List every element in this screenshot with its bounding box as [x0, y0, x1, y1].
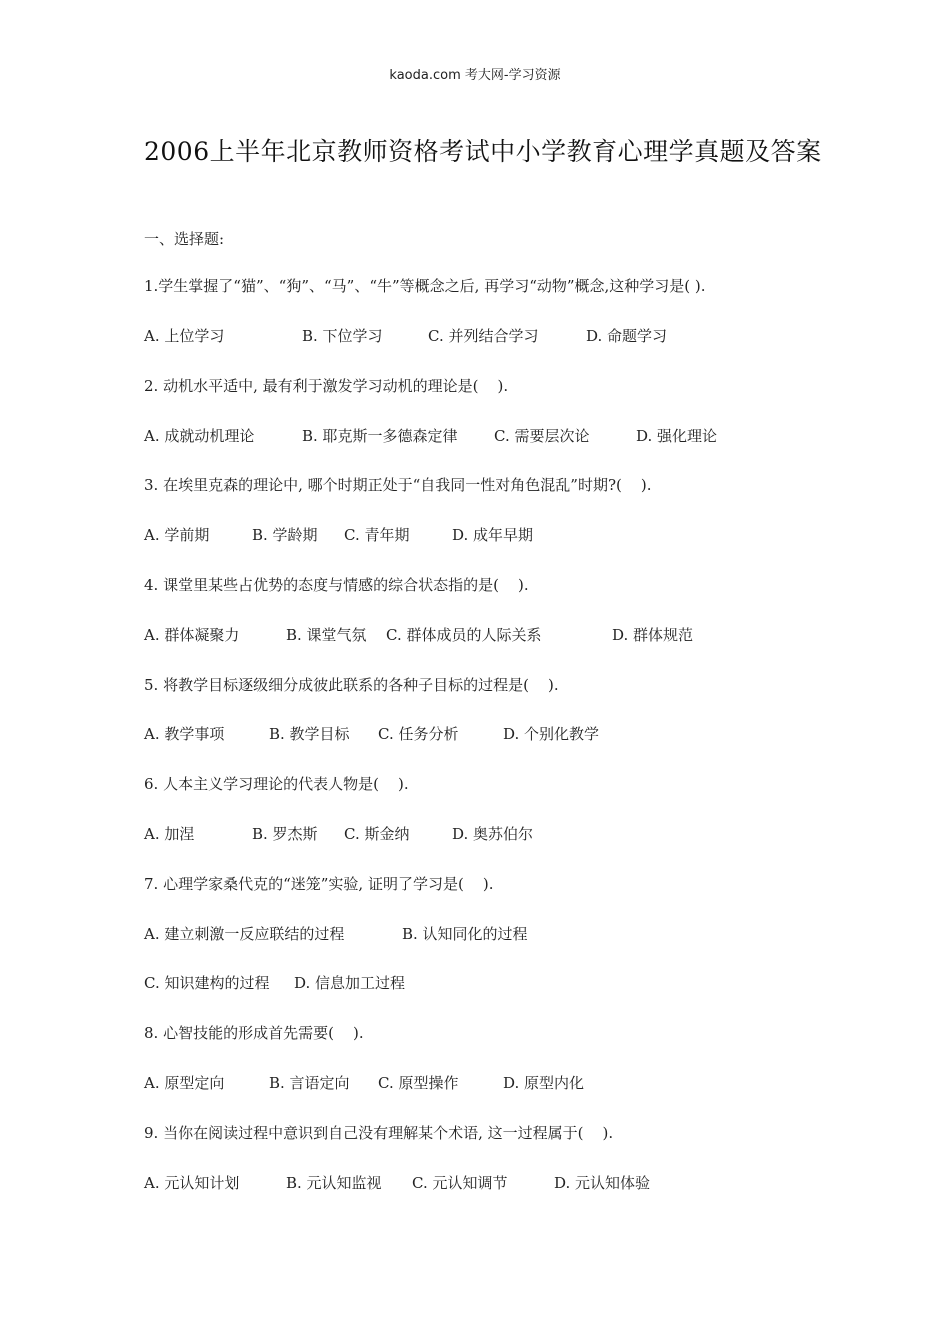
option-b: B. 罗杰斯	[252, 824, 318, 843]
question-2-options	[144, 424, 814, 448]
question-2: 2. 动机水平适中, 最有利于激发学习动机的理论是( ).	[144, 376, 509, 395]
question-7: 7. 心理学家桑代克的“迷笼”实验, 证明了学习是( ).	[144, 874, 494, 893]
option-c: C. 斯金纳	[344, 824, 410, 843]
question-5-options	[144, 722, 814, 746]
section-heading: 一、选择题:	[144, 230, 225, 248]
option-a: A. 加涅	[144, 824, 195, 843]
option-a: A. 原型定向	[144, 1073, 225, 1092]
question-6-options	[144, 822, 814, 846]
option-b: B. 课堂气氛	[286, 625, 367, 644]
option-a: A. 群体凝聚力	[144, 625, 240, 644]
option-b: B. 教学目标	[269, 725, 350, 744]
question-4-options	[144, 623, 814, 647]
option-c: C. 青年期	[344, 526, 410, 545]
option-b: B. 认知同化的过程	[402, 924, 528, 943]
option-a: A. 元认知计划	[144, 1173, 240, 1192]
question-1-options	[144, 324, 814, 348]
question-7-options-row-2	[144, 971, 814, 995]
option-c: C. 任务分析	[378, 725, 459, 744]
option-c: C. 并列结合学习	[428, 327, 539, 345]
question-9: 9. 当你在阅读过程中意识到自己没有理解某个术语, 这一过程属于( ).	[144, 1123, 614, 1142]
option-c: C. 原型操作	[378, 1073, 459, 1092]
option-a: A. 建立刺激一反应联结的过程	[144, 924, 345, 943]
option-c: C. 群体成员的人际关系	[386, 625, 542, 644]
question-8: 8. 心智技能的形成首先需要( ).	[144, 1024, 364, 1043]
question-6: 6. 人本主义学习理论的代表人物是( ).	[144, 775, 409, 794]
option-d: D. 命题学习	[586, 327, 668, 345]
option-a: A. 上位学习	[144, 327, 225, 345]
question-3-options	[144, 523, 814, 547]
option-c: C. 知识建构的过程	[144, 974, 270, 993]
question-3: 3. 在埃里克森的理论中, 哪个时期正处于“自我同一性对角色混乱”时期?( ).	[144, 476, 652, 495]
option-d: D. 个别化教学	[503, 725, 600, 744]
question-1: 1.学生掌握了“猫”、“狗”、“马”、“牛”等概念之后, 再学习“动物”概念,这种学习是( ).	[144, 277, 706, 295]
question-9-options	[144, 1171, 814, 1195]
question-7-options-row-1	[144, 922, 814, 946]
option-d: D. 元认知体验	[554, 1173, 651, 1192]
question-8-options	[144, 1071, 814, 1095]
option-b: B. 言语定向	[269, 1073, 350, 1092]
option-d: D. 强化理论	[636, 426, 718, 445]
option-b: B. 元认知监视	[286, 1173, 382, 1192]
option-c: C. 需要层次论	[494, 426, 590, 445]
page-header: kaoda.com 考大网-学习资源	[389, 68, 561, 83]
option-d: D. 群体规范	[612, 625, 694, 644]
option-d: D. 信息加工过程	[294, 974, 406, 993]
option-b: B. 耶克斯一多德森定律	[302, 426, 458, 445]
document-title: 2006上半年北京教师资格考试中小学教育心理学真题及答案	[144, 137, 822, 166]
option-a: A. 成就动机理论	[144, 426, 255, 445]
question-4: 4. 课堂里某些占优势的态度与情感的综合状态指的是( ).	[144, 575, 529, 594]
option-b: B. 下位学习	[302, 327, 383, 345]
question-5: 5. 将教学目标逐级细分成彼此联系的各种子目标的过程是( ).	[144, 675, 559, 694]
option-c: C. 元认知调节	[412, 1173, 508, 1192]
question-list	[144, 274, 814, 1220]
option-d: D. 成年早期	[452, 526, 534, 545]
option-d: D. 奥苏伯尔	[452, 824, 534, 843]
option-a: A. 学前期	[144, 526, 210, 545]
option-a: A. 教学事项	[144, 725, 225, 744]
option-d: D. 原型内化	[503, 1073, 585, 1092]
option-b: B. 学龄期	[252, 526, 318, 545]
